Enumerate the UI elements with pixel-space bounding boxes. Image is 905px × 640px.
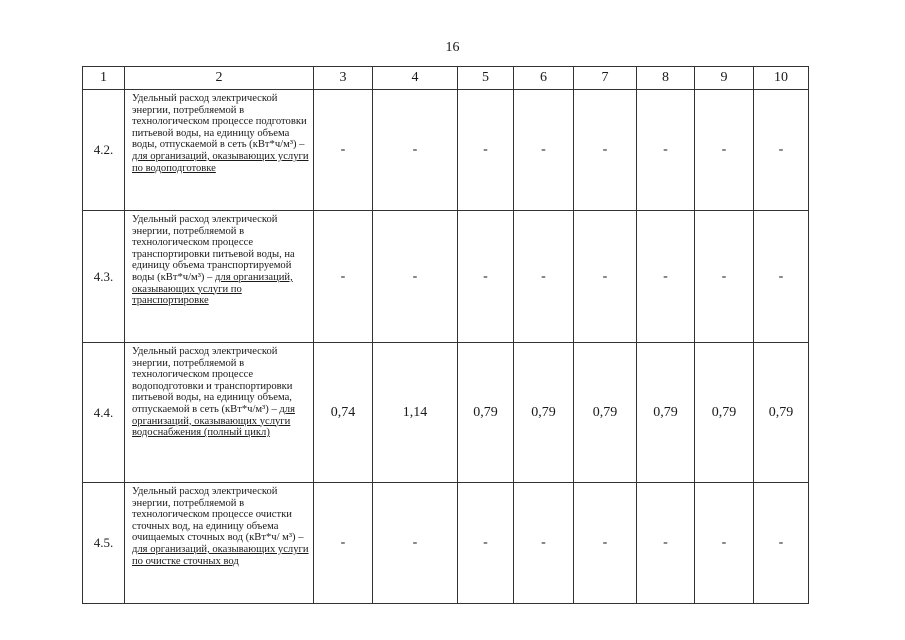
value-cell: - xyxy=(637,90,695,211)
value-cell: - xyxy=(754,90,809,211)
value-cell: - xyxy=(373,211,458,343)
description-text: Удельный расход электрической энергии, потребляемой в технологическом процессе очистки сточных вод, на единицу объема очищаемых сточных вод (кВт*ч/ м³) – xyxy=(132,486,304,544)
description-text: Удельный расход электрической энергии, потребляемой в технологическом процессе транспортировки питьевой воды, на единицу объема транспортируемой воды (кВт*ч/м³) – xyxy=(132,214,295,283)
value-cell: 0,74 xyxy=(314,343,373,483)
value-cell: - xyxy=(373,483,458,604)
header-cell-3: 3 xyxy=(314,67,373,90)
value-cell: - xyxy=(695,211,754,343)
header-cell-10: 10 xyxy=(754,67,809,90)
description-underlined: для организаций, оказывающих услуги водоснабжения (полный цикл) xyxy=(132,403,295,439)
value-cell: - xyxy=(458,90,514,211)
header-cell-5: 5 xyxy=(458,67,514,90)
row-number: 4.4. xyxy=(83,343,125,483)
description-underlined: для организаций, оказывающих услуги по транспортировке xyxy=(132,271,293,307)
header-cell-1: 1 xyxy=(83,67,125,90)
value-cell: 0,79 xyxy=(695,343,754,483)
header-cell-9: 9 xyxy=(695,67,754,90)
value-cell: - xyxy=(754,211,809,343)
table-row xyxy=(83,343,809,483)
header-cell-2: 2 xyxy=(125,67,314,90)
header-cell-8: 8 xyxy=(637,67,695,90)
table-row xyxy=(83,90,809,211)
value-cell: 0,79 xyxy=(514,343,574,483)
value-cell: - xyxy=(754,483,809,604)
description-underlined: для организаций, оказывающих услуги по очистке сточных вод xyxy=(132,543,309,567)
value-cell: - xyxy=(695,90,754,211)
value-cell: - xyxy=(695,483,754,604)
header-row xyxy=(83,67,809,90)
value-cell: - xyxy=(574,90,637,211)
page-number: 16 xyxy=(445,40,460,55)
value-cell: - xyxy=(458,211,514,343)
table-row xyxy=(83,211,809,343)
row-description xyxy=(125,483,314,604)
row-number: 4.3. xyxy=(83,211,125,343)
row-number: 4.5. xyxy=(83,483,125,604)
indicators-table xyxy=(82,66,809,604)
value-cell: - xyxy=(314,211,373,343)
value-cell: - xyxy=(637,211,695,343)
value-cell: - xyxy=(637,483,695,604)
value-cell: - xyxy=(314,90,373,211)
value-cell: - xyxy=(574,483,637,604)
value-cell: - xyxy=(458,483,514,604)
row-description xyxy=(125,343,314,483)
value-cell: - xyxy=(514,211,574,343)
value-cell: - xyxy=(514,483,574,604)
value-cell: - xyxy=(574,211,637,343)
header-cell-7: 7 xyxy=(574,67,637,90)
value-cell: - xyxy=(373,90,458,211)
description-text: Удельный расход электрической энергии, потребляемой в технологическом процессе подготовки питьевой воды, на единицу объема воды, отпускаемой в сеть (кВт*ч/м³) – xyxy=(132,93,307,151)
description-text: Удельный расход электрической энергии, потребляемой в технологическом процессе водоподготовки и транспортировки питьевой воды, на единицу объема, отпускаемой в сеть (кВт*ч/м³) – xyxy=(132,346,293,415)
row-description xyxy=(125,211,314,343)
value-cell: 1,14 xyxy=(373,343,458,483)
table-row xyxy=(83,483,809,604)
value-cell: 0,79 xyxy=(574,343,637,483)
description-underlined: для организаций, оказывающих услуги по водоподготовке xyxy=(132,150,309,174)
row-number: 4.2. xyxy=(83,90,125,211)
value-cell: 0,79 xyxy=(458,343,514,483)
value-cell: 0,79 xyxy=(637,343,695,483)
value-cell: 0,79 xyxy=(754,343,809,483)
value-cell: - xyxy=(514,90,574,211)
header-cell-6: 6 xyxy=(514,67,574,90)
row-description xyxy=(125,90,314,211)
header-cell-4: 4 xyxy=(373,67,458,90)
value-cell: - xyxy=(314,483,373,604)
